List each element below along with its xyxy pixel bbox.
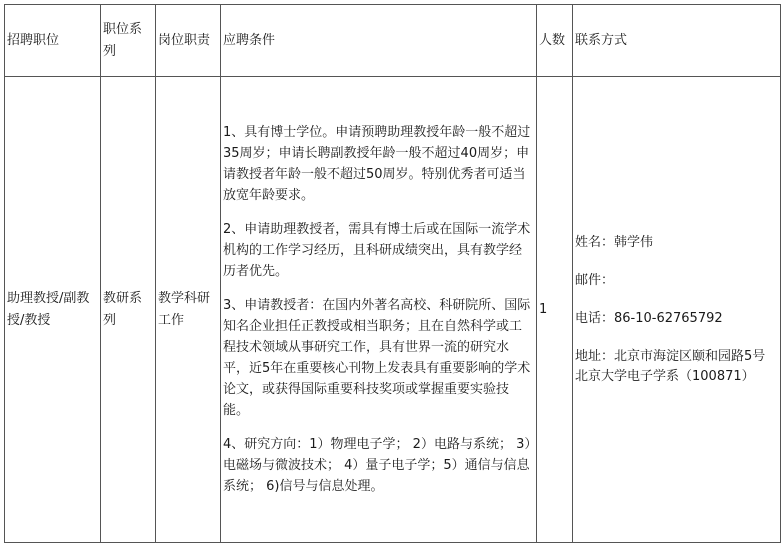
recruitment-table [4, 4, 781, 543]
cell-duty: 教学科研工作 [156, 77, 221, 543]
header-count: 人数 [537, 5, 573, 77]
contact-phone: 电话：86-10-62765792 [575, 310, 723, 326]
contact-email: 邮件： [575, 272, 615, 288]
cell-position: 助理教授/副教授/教授 [5, 77, 101, 543]
cell-requirements [221, 77, 537, 543]
requirement-item-3: 3、申请教授者：在国内外著名高校、科研院所、国际知名企业担任正教授或相当职务；且在自然科学或工程技术领域从事研究工作，具有世界一流的研究水平，近5年在重要核心刊物上发表具有重要影响的学术论文，或获得国际重要科技奖项或掌握重要实验技能。 [223, 298, 531, 418]
contact-address: 地址：北京市海淀区颐和园路5号北京大学电子学系（100871） [575, 348, 766, 384]
requirement-item-4: 4、研究方向：1）物理电子学； 2）电路与系统； 3）电磁场与微波技术； 4）量子电子学；5）通信与信息系统； 6)信号与信息处理。 [223, 437, 531, 494]
header-position: 招聘职位 [5, 5, 101, 77]
contact-name: 姓名：韩学伟 [575, 234, 654, 250]
header-series: 职位系列 [101, 5, 156, 77]
table-row [5, 77, 781, 543]
requirement-item-1: 1、具有博士学位。申请预聘助理教授年龄一般不超过35周岁；申请长聘副教授年龄一般不超过40周岁；申请教授者年龄一般不超过50周岁。特别优秀者可适当放宽年龄要求。 [223, 125, 531, 203]
header-duty: 岗位职责 [156, 5, 221, 77]
cell-series: 教研系列 [101, 77, 156, 543]
header-contact: 联系方式 [573, 5, 781, 77]
cell-count: 1 [537, 77, 573, 543]
header-requirements: 应聘条件 [221, 5, 537, 77]
header-row [5, 5, 781, 77]
cell-contact [573, 77, 781, 543]
requirement-item-2: 2、申请助理教授者，需具有博士后或在国际一流学术机构的工作学习经历，且科研成绩突出，具有教学经历者优先。 [223, 222, 531, 279]
